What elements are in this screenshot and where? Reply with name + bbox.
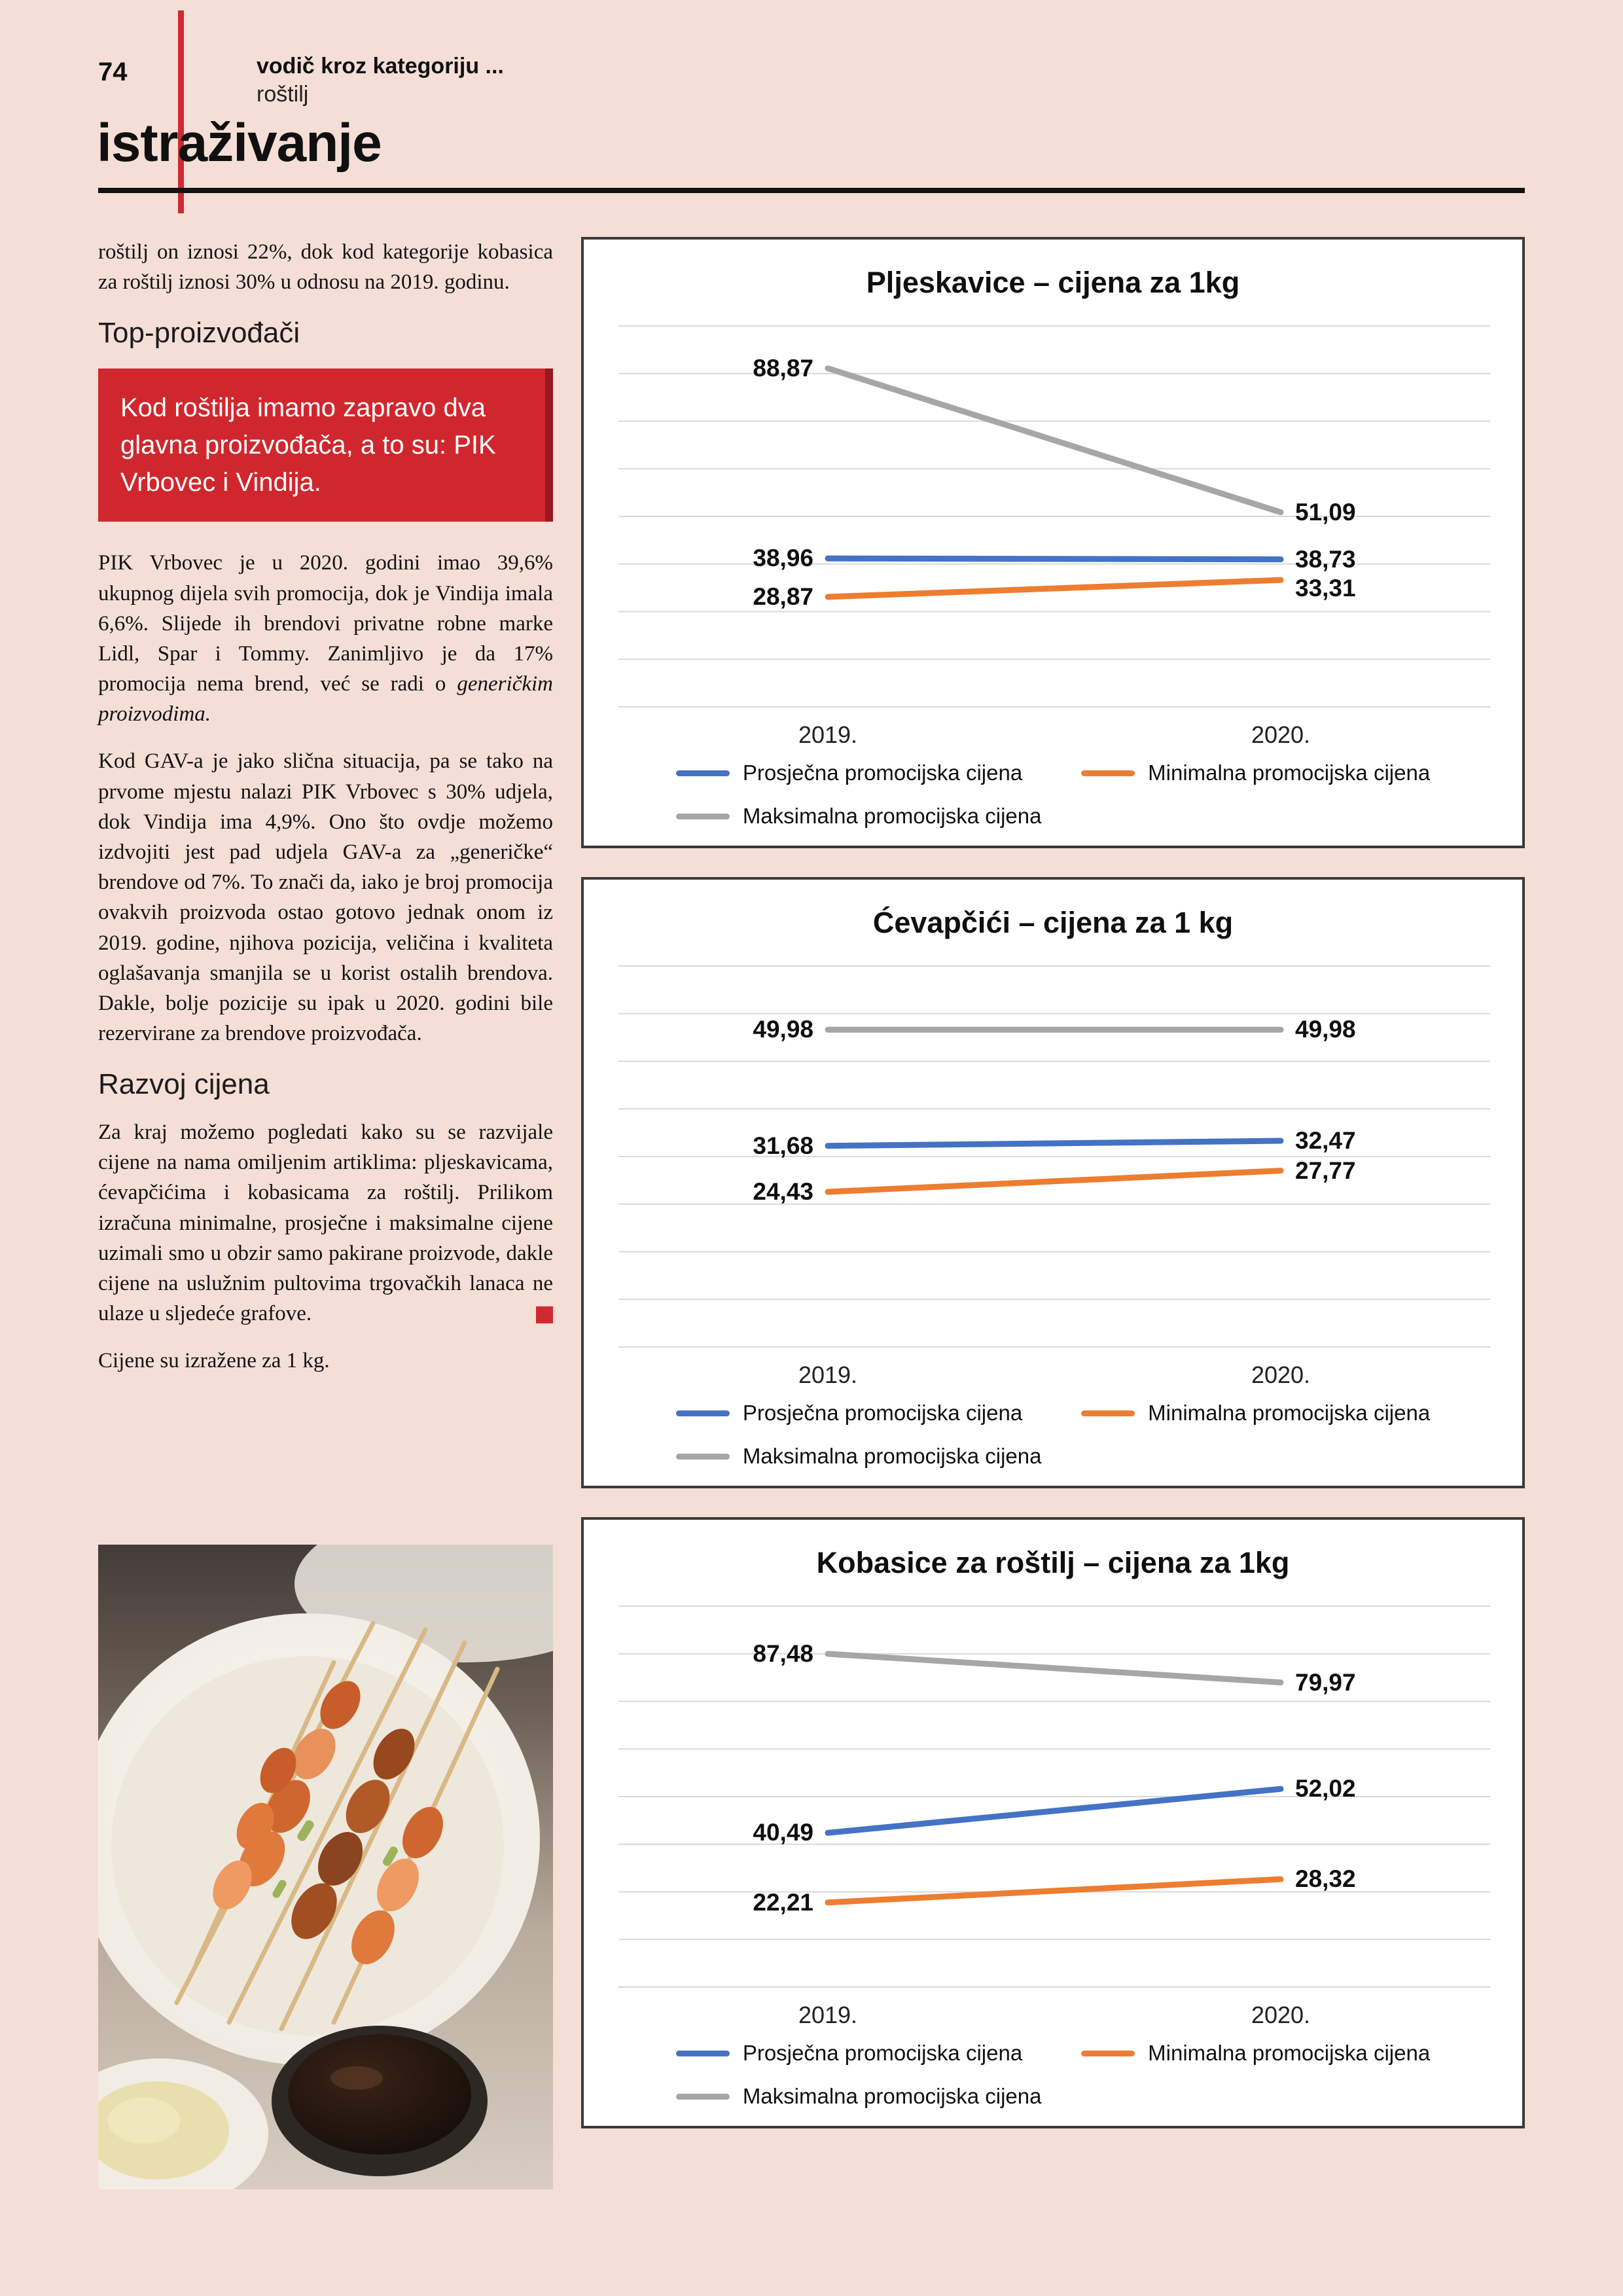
legend-item-average [676, 761, 1022, 785]
legend-label: Minimalna promocijska cijena [1148, 761, 1431, 785]
minimum-line-swatch [1081, 2051, 1135, 2056]
data-label: 28,87 [753, 583, 813, 610]
chart-plot [618, 323, 1490, 709]
legend-item-average [676, 2041, 1022, 2066]
x-axis-label: 2020. [1251, 2001, 1311, 2028]
legend-label: Prosječna promocijska cijena [742, 1401, 1023, 1425]
legend-item-maximum [676, 804, 1042, 829]
article-end-mark [536, 1306, 553, 1323]
average-line-swatch [676, 2051, 730, 2056]
data-label: 27,77 [1295, 1157, 1356, 1184]
article-text [98, 237, 553, 1376]
heading-price-development: Razvoj cijena [98, 1068, 270, 1101]
kicker-title: vodič kroz kategoriju ... [257, 54, 504, 79]
x-axis [618, 1990, 1488, 2032]
chart-canvas [618, 963, 1490, 1350]
legend-item-minimum [1081, 761, 1430, 785]
legend-item-maximum [676, 2084, 1042, 2109]
legend-item-minimum [1081, 2041, 1430, 2066]
data-label: 49,98 [1295, 1016, 1356, 1043]
category-kicker [257, 52, 504, 108]
data-label: 88,87 [753, 354, 813, 382]
paragraph-gav: Kod GAV-a je jako slična situacija, pa se tako na prvome mjestu nalazi PIK Vrbovec s 30% udjela, dok Vindija ima 4,9%. Ono što ovdje možemo izdvojiti jest pad udjela GAV-a za „generičke“ brendove od 7%. To znači da, iako je broj promocija ovakvih proizvoda ostao gotovo jednak onom iz 2019. godine, njihova pozicija, veličina i kvaliteta oglašavanja smanjila se u korist ostalih brendova. Dakle, bolje pozicije su ipak u 2020. godini bile rezervirane za brendove proizvođača. [98, 749, 553, 1046]
charts-column [581, 237, 1525, 2189]
data-label: 52,02 [1295, 1775, 1356, 1803]
chart-cevapcici [581, 877, 1525, 1488]
x-axis-label: 2020. [1251, 1361, 1311, 1388]
paragraph-prices-last: Cijene su izražene za 1 kg. [98, 1349, 330, 1373]
paragraph-prices [98, 1117, 553, 1329]
paragraph-intro: roštilj on iznosi 22%, dok kod kategorije kobasica za roštilj iznosi 30% u odnosu na 2019. godinu. [98, 240, 553, 295]
legend-item-average [676, 1401, 1022, 1426]
chart-kobasice [581, 1517, 1525, 2128]
chart-title: Pljeskavice – cijena za 1kg [866, 266, 1240, 299]
data-label: 49,98 [753, 1016, 813, 1043]
x-axis-label: 2019. [798, 2001, 858, 2028]
chart-canvas [618, 323, 1490, 709]
x-axis-label: 2020. [1251, 721, 1311, 748]
maximum-line-swatch [676, 2094, 730, 2100]
chart-legend [676, 1401, 1430, 1469]
pull-quote-box: Kod roštilja imamo zapravo dva glavna proizvođača, a to su: PIK Vrbovec i Vindija. [98, 368, 553, 522]
legend-label: Maksimalna promocijska cijena [742, 2084, 1042, 2108]
page-number: 74 [98, 58, 128, 86]
average-line-swatch [676, 1410, 730, 1416]
chart-pljeskavice [581, 237, 1525, 848]
paragraph-prices-text: Za kraj možemo pogledati kako su se razvijale cijene na nama omiljenim artiklima: pljeskavicama, ćevapčićima i kobasicama za roštilj. Prilikom izračuna minimalne, prosječne i maksimalne cijene uzimali smo u obzir samo pakirane proizvode, dakle cijene na uslužnim pultovima trgovačkih lanaca ne ulaze u sljedeće grafove. [98, 1120, 553, 1326]
legend-row [676, 761, 1430, 785]
chart-plot [618, 963, 1490, 1350]
average-line-swatch [676, 770, 730, 776]
legend-label: Maksimalna promocijska cijena [742, 1444, 1042, 1468]
data-label: 31,68 [753, 1132, 813, 1159]
paragraph-pik-italic: generičkim proizvodima. [98, 672, 553, 726]
data-label: 33,31 [1295, 574, 1356, 601]
x-axis [618, 1350, 1488, 1391]
data-label: 28,32 [1295, 1865, 1356, 1893]
title-rule [98, 188, 1525, 193]
legend-label: Maksimalna promocijska cijena [742, 804, 1042, 828]
chart-canvas [618, 1604, 1490, 1990]
page-body [98, 237, 1525, 2189]
data-label: 38,96 [753, 545, 813, 572]
legend-row [676, 1444, 1430, 1469]
legend-label: Prosječna promocijska cijena [742, 761, 1023, 785]
legend-row [676, 2084, 1430, 2109]
article-photo [98, 1545, 553, 2189]
paragraph-pik [98, 548, 553, 729]
legend-label: Minimalna promocijska cijena [1148, 1401, 1431, 1425]
data-label: 40,49 [753, 1819, 813, 1846]
paragraph-pik-text: PIK Vrbovec je u 2020. godini imao 39,6% ukupnog dijela svih promocija, dok je Vindija imala 6,6%. Slijede ih brendovi privatne robne marke Lidl, Spar i Tommy. Zanimljivo je da 17% promocija nema brend, već se radi o [98, 551, 553, 696]
minimum-line-swatch [1081, 1410, 1135, 1416]
legend-item-minimum [1081, 1401, 1430, 1426]
data-label: 79,97 [1295, 1668, 1356, 1696]
grill-skewers-illustration [98, 1545, 553, 2189]
x-axis-label: 2019. [798, 1361, 858, 1388]
data-label: 51,09 [1295, 498, 1356, 526]
chart-legend [676, 761, 1430, 829]
article-column [98, 237, 553, 2189]
legend-item-maximum [676, 1444, 1042, 1469]
kicker-subtitle: roštilj [257, 81, 309, 107]
heading-top-producers: Top-proizvođači [98, 317, 300, 350]
legend-row [676, 2041, 1430, 2066]
legend-row [676, 1401, 1430, 1426]
data-label: 32,47 [1295, 1127, 1356, 1155]
data-label: 24,43 [753, 1178, 813, 1206]
chart-title: Ćevapčići – cijena za 1 kg [872, 906, 1234, 939]
x-axis-label: 2019. [798, 721, 858, 748]
header-red-bar [178, 10, 184, 213]
chart-title: Kobasice za roštilj – cijena za 1kg [816, 1546, 1290, 1579]
legend-label: Minimalna promocijska cijena [1148, 2041, 1431, 2065]
x-axis [618, 709, 1488, 751]
maximum-line-swatch [676, 814, 730, 819]
chart-plot [618, 1604, 1490, 1990]
legend-row [676, 804, 1430, 829]
data-label: 38,73 [1295, 545, 1356, 573]
page-title: istraživanje [97, 113, 382, 173]
data-label: 22,21 [753, 1888, 813, 1916]
minimum-line-swatch [1081, 770, 1135, 776]
legend-label: Prosječna promocijska cijena [742, 2041, 1023, 2065]
data-label: 87,48 [753, 1640, 813, 1667]
chart-legend [676, 2041, 1430, 2109]
maximum-line-swatch [676, 1454, 730, 1460]
